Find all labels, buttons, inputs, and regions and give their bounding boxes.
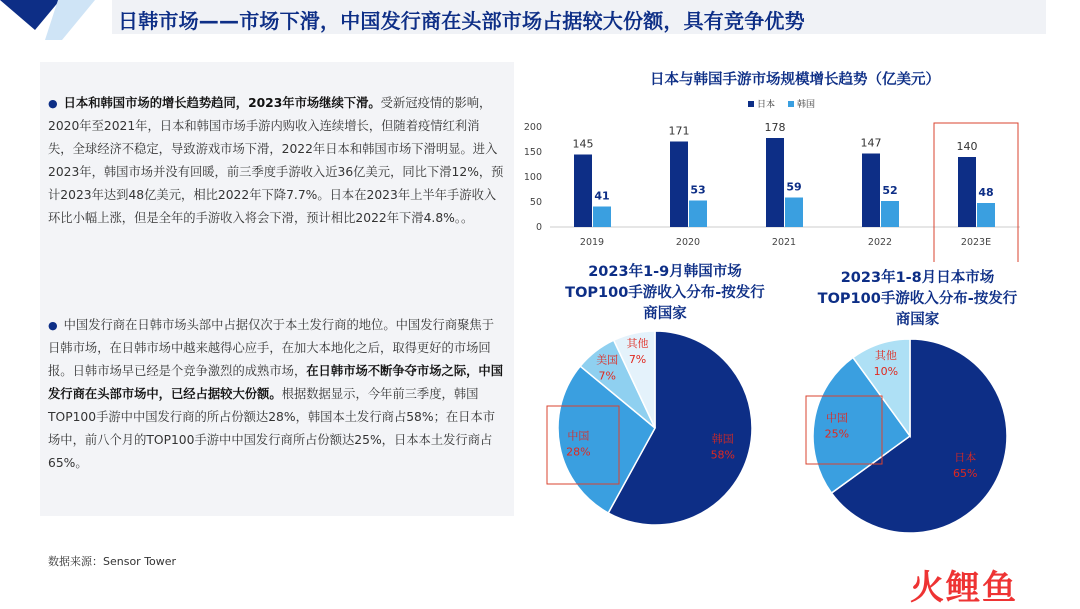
- bar-日本-2023E: [958, 157, 976, 227]
- y-tick-label: 200: [523, 122, 542, 133]
- pie-value: 65%: [953, 467, 978, 481]
- paragraph-1: [48, 92, 504, 230]
- data-label: 41: [594, 189, 610, 203]
- bullet-icon: ●: [48, 319, 58, 332]
- paragraph-1-bold: 日本和韩国市场的增长趋势趋同，2023年市场继续下滑。: [63, 96, 381, 110]
- logo: 火鲤鱼: [910, 568, 1018, 608]
- legend-label-0: 日本: [757, 100, 776, 110]
- x-tick-label: 2019: [579, 237, 605, 248]
- bar-韩国-2023E: [977, 203, 995, 227]
- y-tick-label: 50: [529, 197, 542, 208]
- legend-label-1: 韩国: [797, 100, 816, 110]
- data-label: 178: [764, 121, 786, 134]
- bullet-icon: ●: [48, 97, 58, 110]
- pie-label: 美国: [596, 353, 619, 367]
- bar-韩国-2022: [881, 201, 899, 227]
- data-label: 53: [690, 183, 706, 197]
- pie-value: 25%: [824, 427, 850, 441]
- pie-label: 日本: [954, 451, 977, 465]
- data-label: 145: [572, 137, 594, 151]
- data-label: 59: [786, 180, 802, 194]
- data-label: 171: [668, 124, 690, 138]
- bar-韩国-2020: [689, 201, 707, 228]
- pie-korea-title: 2023年1-9月韩国市场TOP100手游收入分布-按发行商国家: [565, 264, 765, 322]
- legend-swatch-0: [748, 101, 754, 107]
- pie-chart-korea: [545, 318, 765, 538]
- pie-value: 58%: [710, 448, 736, 462]
- pie-value: 10%: [873, 364, 899, 378]
- pie-label: 中国: [567, 429, 590, 443]
- bar-日本-2019: [574, 155, 592, 228]
- pie-japan-title: 2023年1-8月日本市场TOP100手游收入分布-按发行商国家: [817, 270, 1018, 328]
- x-tick-label: 2020: [675, 237, 701, 248]
- x-tick-label: 2022: [867, 237, 893, 248]
- bar-日本-2022: [862, 154, 880, 228]
- legend-swatch-1: [788, 101, 794, 107]
- paragraph-2-text2: 根据数据显示，今年前三季度，韩国TOP100手游中中国发行商的所占份额达28%，韩国本土发行商占58%；在日本市场中，前八个月的TOP100手游中中国发行商所占份额达25%，日本本土发行商占65%。: [48, 387, 496, 470]
- page-title: 日韩市场——市场下滑，中国发行商在头部市场占据较大份额，具有竞争优势: [118, 9, 805, 33]
- y-tick-label: 100: [523, 172, 542, 183]
- pie-value: 7%: [628, 352, 647, 366]
- pie-value: 28%: [566, 445, 591, 459]
- data-label: 52: [882, 184, 898, 197]
- paragraph-2: [48, 314, 504, 475]
- paragraph-2-bold: 在日韩市场不断争夺市场之际，中国发行商在头部市场中，已经占据较大份额。: [48, 364, 504, 401]
- pie-chart-japan: [800, 326, 1020, 546]
- pie-value: 7%: [598, 369, 616, 383]
- y-tick-label: 150: [523, 147, 542, 158]
- pie-label: 中国: [825, 411, 848, 425]
- x-tick-label: 2023E: [960, 237, 992, 248]
- data-label: 140: [956, 140, 978, 153]
- data-label: 48: [978, 186, 994, 199]
- y-tick-label: 0: [535, 222, 542, 233]
- data-source: 数据来源：Sensor Tower: [48, 555, 177, 568]
- bar-韩国-2019: [593, 207, 611, 228]
- x-tick-label: 2021: [771, 237, 797, 248]
- bar-chart-title: 日本与韩国手游市场规模增长趋势（亿美元）: [650, 72, 940, 88]
- corner-decoration: [0, 0, 120, 60]
- pie-label: 其他: [626, 336, 649, 350]
- bar-韩国-2021: [785, 198, 803, 228]
- paragraph-2-text1: 中国发行商在日韩市场头部中占据仅次于本土发行商的地位。中国发行商聚焦于日韩市场，在日韩市场中越来越得心应手，在加大本地化之后，取得更好的市场回报。日韩市场早已经是个竞争激烈的成熟市场，: [48, 318, 495, 378]
- pie-label: 其他: [874, 348, 897, 362]
- paragraph-1-text: 受新冠疫情的影响，2020年至2021年，日本和韩国市场手游内购收入连续增长，但随着疫情红利消失，全球经济不稳定，导致游戏市场下滑，2022年日本和韩国市场下滑明显。进入2023年，韩国市场并没有回暖，前三季度手游收入近36亿美元，同比下滑12%，预计2023年达到48亿美元，相比2022年下降7.7%。日本在2023年上半年手游收入环比小幅上涨，但是全年的手游收入将会下滑，预计相比2022年下滑4.8%。。: [48, 96, 504, 225]
- bar-日本-2021: [766, 138, 784, 227]
- bar-日本-2020: [670, 142, 688, 228]
- pie-label: 韩国: [711, 432, 734, 446]
- bar-chart: [520, 92, 1020, 262]
- data-label: 147: [860, 136, 882, 150]
